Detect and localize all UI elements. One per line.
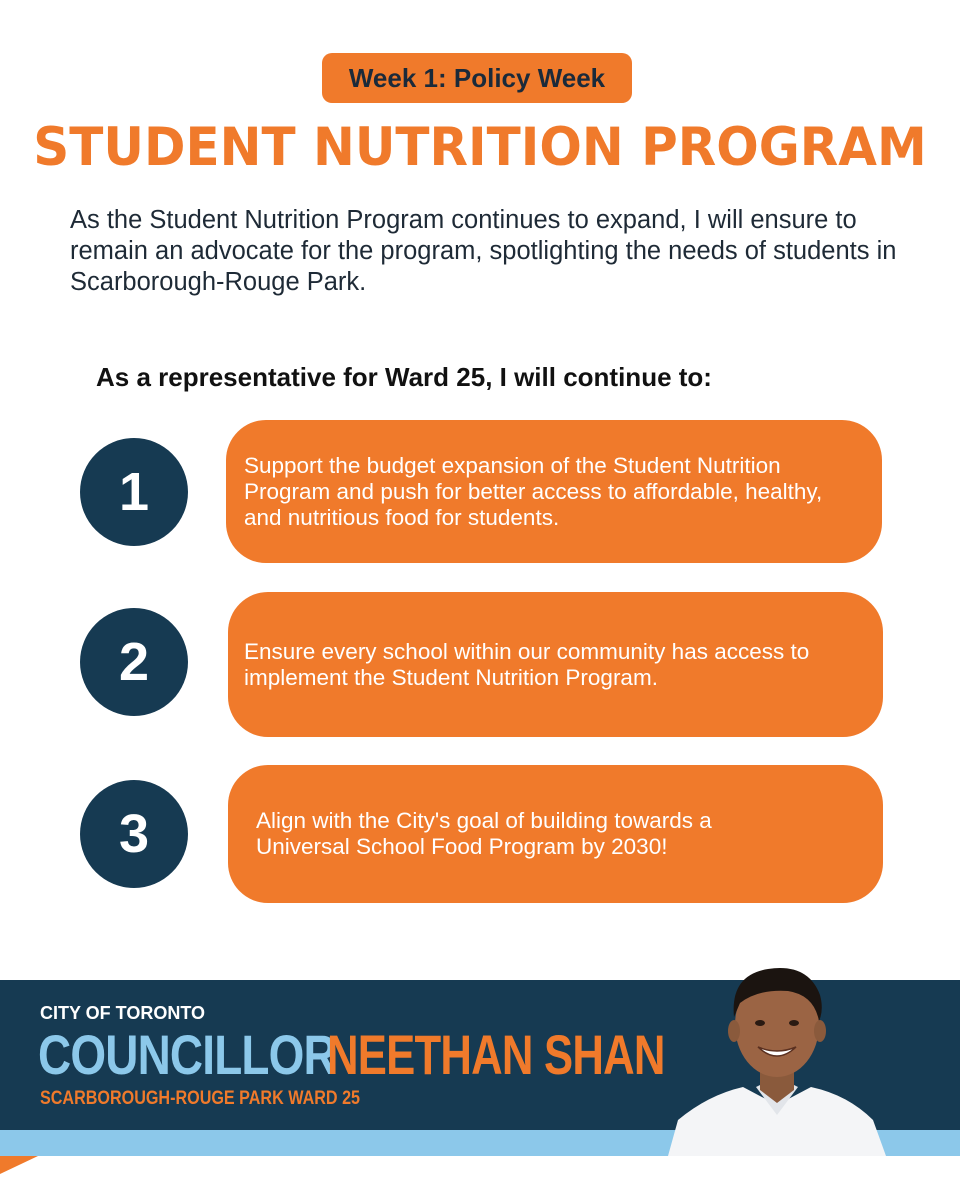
footer-councillor-name: NEETHAN SHAN (327, 1023, 665, 1086)
commitment-text-1: Support the budget expansion of the Student Nutrition Program and push for better access to affordable, healthy, and nutritious food for students. (244, 452, 823, 530)
commitment-card-1 (226, 420, 882, 563)
footer-corner-accent (0, 1156, 38, 1174)
commitment-card-3 (228, 765, 883, 903)
footer-city-label: CITY OF TORONTO (40, 1003, 206, 1023)
week-badge: Week 1: Policy Week (322, 53, 632, 103)
page-title: STUDENT NUTRITION PROGRAM (33, 116, 927, 178)
commitments-heading: As a representative for Ward 25, I will continue to: (96, 362, 712, 392)
footer-ward: SCARBOROUGH-ROUGE PARK WARD 25 (40, 1088, 361, 1109)
step-number-3: 3 (80, 780, 188, 888)
intro-paragraph: As the Student Nutrition Program continues to expand, I will ensure to remain an advocate for the program, spotlighting the needs of students in Scarborough-Rouge Park. (70, 206, 897, 296)
councillor-photo (668, 955, 886, 1156)
commitment-card-2 (228, 592, 883, 737)
commitment-text-3: Align with the City's goal of building towards a Universal School Food Program by 2030! (256, 808, 712, 859)
step-number-2: 2 (80, 608, 188, 716)
commitment-text-2: Ensure every school within our community has access to implement the Student Nutrition Program. (244, 638, 810, 690)
footer-role: COUNCILLOR (38, 1023, 336, 1086)
step-number-1: 1 (80, 438, 188, 546)
